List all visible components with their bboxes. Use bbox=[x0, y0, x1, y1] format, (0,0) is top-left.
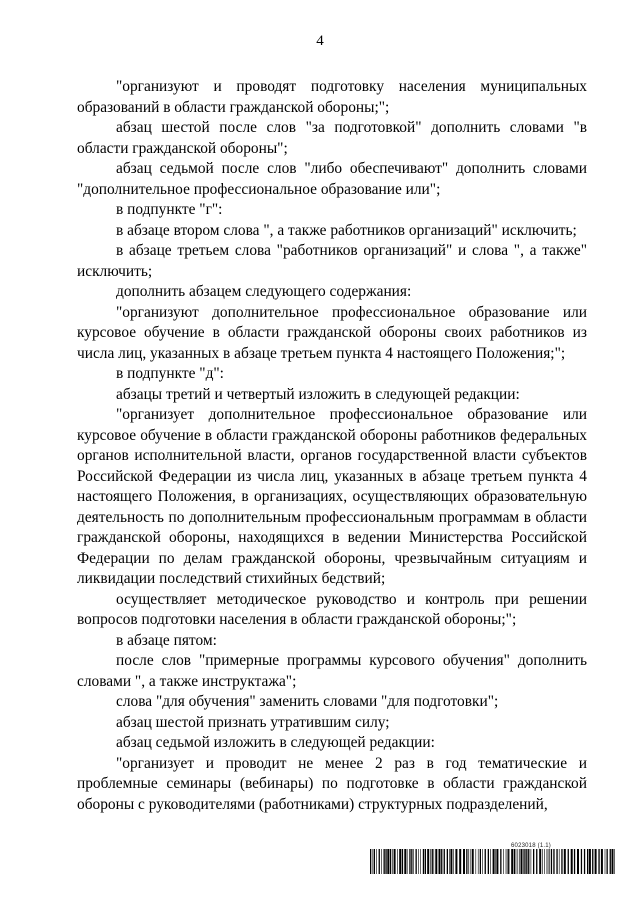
paragraph: в подпункте "г": bbox=[116, 201, 223, 218]
paragraph: в абзаце пятом: bbox=[116, 631, 217, 649]
paragraph: в абзаце втором слова ", а также работников организаций" исключить; bbox=[116, 221, 577, 239]
paragraph: слова "для обучения" заменить словами "для подготовки"; bbox=[116, 693, 499, 710]
paragraph: абзац седьмой после слов "либо обеспечивают" дополнить словами "дополнительное профессиональное образование или"; bbox=[77, 160, 587, 198]
paragraph: дополнить абзацем следующего содержания: bbox=[116, 283, 412, 300]
barcode-icon bbox=[370, 849, 615, 874]
paragraph: "организуют дополнительное профессиональное образование или курсовое обучение в области гражданской обороны своих работников из числа лиц, указанных в абзаце третьем пункта 4 настоящего Положения;"; bbox=[77, 303, 587, 362]
paragraph: абзацы третий и четвертый изложить в следующей редакции: bbox=[116, 385, 520, 403]
document-body bbox=[77, 77, 587, 815]
paragraph: осуществляет методическое руководство и контроль при решении вопросов подготовки населения в области гражданской обороны;"; bbox=[77, 590, 587, 628]
paragraph: "организует и проводит не менее 2 раз в год тематические и проблемные семинары (вебинары) по подготовке в области гражданской обороны с руководителями (работниками) структурных подразделений, bbox=[77, 754, 587, 813]
paragraph: "организуют и проводят подготовку населения муниципальных образований в области гражданской обороны;"; bbox=[77, 78, 587, 116]
paragraph: абзац шестой после слов "за подготовкой" дополнить словами "в области гражданской обороны"; bbox=[77, 119, 587, 157]
paragraph: абзац седьмой изложить в следующей редакции: bbox=[116, 734, 435, 751]
paragraph: в подпункте "д": bbox=[116, 365, 224, 382]
paragraph: "организует дополнительное профессиональное образование или курсовое обучение в области гражданской обороны работников федеральных органов исполнительной власти, органов государственной власти субъектов Российской Федерации из числа лиц, указанных в абзаце третьем пункта 4 настоящего Положения, в организациях, осуществляющих образовательную деятельность по дополнительным профессиональным программам в области гражданской обороны, находящихся в ведении Министерства Российской Федерации по делам гражданской обороны, чрезвычайным ситуациям и ликвидации последствий стихийных бедствий; bbox=[77, 406, 587, 587]
page-number: 4 bbox=[316, 33, 324, 49]
paragraph: в абзаце третьем слова "работников организаций" и слова ", а также" исключить; bbox=[77, 242, 587, 280]
document-code: 6023018 (1.1) bbox=[511, 843, 551, 849]
paragraph: абзац шестой признать утратившим силу; bbox=[116, 713, 390, 731]
paragraph: после слов "примерные программы курсового обучения" дополнить словами ", а также инструктажа"; bbox=[77, 652, 587, 690]
